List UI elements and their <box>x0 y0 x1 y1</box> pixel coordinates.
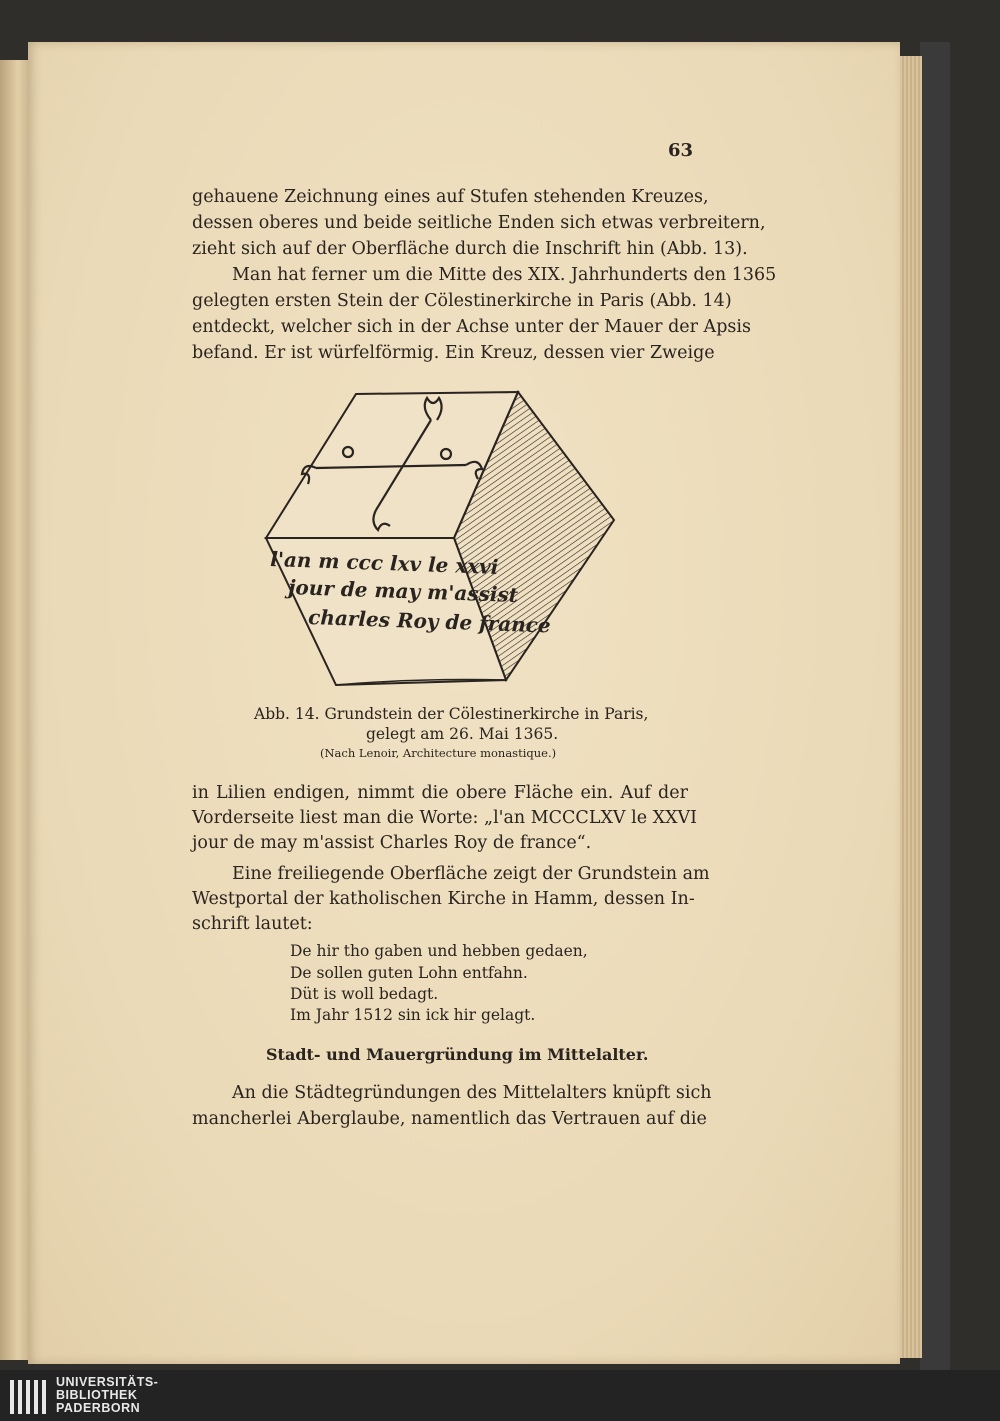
poem-line: De hir tho gaben und hebben gedaen, <box>290 942 588 960</box>
text-line: Eine freiliegende Oberfläche zeigt der Grundstein am <box>232 864 710 884</box>
figure-caption: Abb. 14. Grundstein der Cölestinerkirche in Paris, <box>254 705 649 723</box>
section-heading: Stadt- und Mauergründung im Mittelalter. <box>266 1045 649 1064</box>
figure-caption-date: gelegt am 26. Mai 1365. <box>366 725 559 743</box>
text-line: entdeckt, welcher sich in der Achse unter der Mauer der Apsis <box>192 317 751 337</box>
text-line: dessen oberes und beide seitliche Enden sich etwas verbreitern, <box>192 213 766 233</box>
library-footer <box>0 1370 1000 1421</box>
library-name-line: PADERBORN <box>56 1401 141 1415</box>
stone-inscription-line: jour de may m'assist <box>287 575 519 608</box>
book-cover-board <box>920 42 950 1370</box>
page-number: 63 <box>668 140 694 161</box>
text-line: jour de may m'assist Charles Roy de france“. <box>192 833 592 853</box>
text-line: Vorderseite liest man die Worte: „l'an MCCCLXV le XXVI <box>192 808 698 828</box>
text-line: in Lilien endigen, nimmt die obere Fläche ein. Auf der <box>192 783 688 803</box>
left-page-edge <box>0 60 30 1360</box>
text-line: schrift lautet: <box>192 914 313 934</box>
text-line: Man hat ferner um die Mitte des XIX. Jahrhunderts den 1365 <box>232 265 777 285</box>
library-name-line: BIBLIOTHEK <box>56 1388 138 1402</box>
poem-line: De sollen guten Lohn entfahn. <box>290 964 528 982</box>
figure-source: (Nach Lenoir, Architecture monastique.) <box>320 746 557 760</box>
text-line: befand. Er ist würfelförmig. Ein Kreuz, dessen vier Zweige <box>192 343 715 363</box>
text-line: gelegten ersten Stein der Cölestinerkirche in Paris (Abb. 14) <box>192 291 732 311</box>
text-line: Westportal der katholischen Kirche in Hamm, dessen In- <box>192 889 695 909</box>
library-logo-icon <box>8 1378 48 1416</box>
text-line: zieht sich auf der Oberfläche durch die Inschrift hin (Abb. 13). <box>192 239 748 259</box>
poem-line: Im Jahr 1512 sin ick hir gelagt. <box>290 1006 536 1024</box>
poem-line: Düt is woll bedagt. <box>290 985 439 1003</box>
library-name-line: UNIVERSITÄTS- <box>56 1375 159 1389</box>
stone-inscription-line: l'an m ccc lxv le xxvi <box>269 547 499 579</box>
library-name <box>56 1376 158 1415</box>
text-line: An die Städtegründungen des Mittelalters knüpft sich <box>232 1083 712 1103</box>
text-line: mancherlei Aberglaube, namentlich das Vertrauen auf die <box>192 1109 707 1129</box>
foundation-stone-illustration <box>256 380 626 700</box>
stone-inscription-line: charles Roy de france <box>307 605 552 638</box>
text-line: gehauene Zeichnung eines auf Stufen stehenden Kreuzes, <box>192 187 709 207</box>
